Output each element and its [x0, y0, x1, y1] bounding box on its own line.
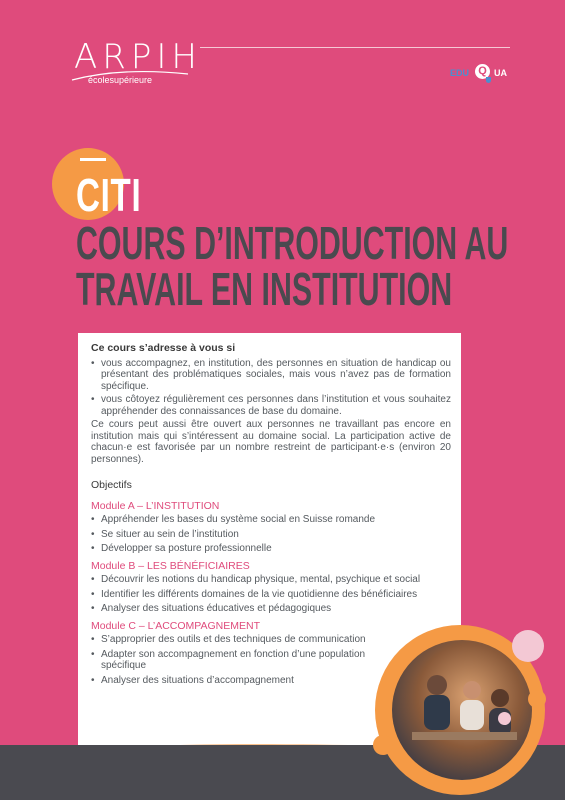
intro-heading: Ce cours s’adresse à vous si: [91, 342, 236, 354]
arpih-logo[interactable]: [70, 38, 200, 88]
eduqua-edu: EDU: [450, 68, 470, 78]
intro-bullet: • vous côtoyez régulièrement ces personnes dans l’institution et vous souhaitez appréhender des connaissances de base du domaine.: [91, 394, 451, 417]
decorative-orange-dot: [528, 690, 546, 708]
decorative-orange-dot: [373, 735, 393, 755]
eduqua-q-tail-icon: [486, 77, 491, 83]
list-item: • Découvrir les notions du handicap physique, mental, psychique et social: [91, 574, 451, 586]
title-line-1: COURS D’INTRODUCTION AU: [76, 217, 509, 269]
decorative-pink-circle: [512, 630, 544, 662]
list-item: • Appréhender les bases du système social en Suisse romande: [91, 514, 451, 526]
title-acronym: CITI: [76, 169, 142, 221]
list-item: • Analyser des situations éducatives et pédagogiques: [91, 603, 451, 615]
list-item: • Développer sa posture professionnelle: [91, 543, 451, 555]
people-illustration-icon: [392, 640, 532, 780]
list-item: • Identifier les différents domaines de la vie quotidienne des bénéficiaires: [91, 589, 451, 601]
intro-bullet-list: [91, 358, 451, 418]
header-rule: [200, 47, 510, 48]
module-a: [91, 501, 451, 555]
module-b-title: Module B – LES BÉNÉFICIAIRES: [91, 559, 250, 572]
list-item: • S’approprier des outils et des techniques de communication: [91, 634, 381, 646]
module-a-list: [91, 514, 451, 555]
eduqua-q: Q: [475, 64, 490, 79]
content-body: [91, 343, 451, 692]
module-a-title: Module A – L’INSTITUTION: [91, 499, 220, 512]
module-b-list: [91, 574, 451, 615]
list-item: • Se situer au sein de l’institution: [91, 529, 451, 541]
decorative-dash: [80, 158, 106, 161]
group-photo: [392, 640, 532, 780]
intro-paragraph: Ce cours peut aussi être ouvert aux personnes ne travaillant pas encore en institution mais qui s’intéressent au domaine social. La participation active de chacun·e est favorisée par un nombre restreint de participant·e·s (environ 20 personnes).: [91, 419, 451, 465]
logo-wordmark: ARPIH: [74, 37, 202, 77]
module-b: [91, 561, 451, 615]
module-c-list: [91, 634, 381, 686]
decorative-pink-dot: [498, 712, 511, 725]
objectives-heading: Objectifs: [91, 479, 132, 491]
intro-bullet: • vous accompagnez, en institution, des personnes en situation de handicap ou présentant des problématiques sociales, mais vous n’avez pas de formation spécifique.: [91, 358, 451, 393]
eduqua-ua: UA: [494, 68, 507, 78]
title-line-2: TRAVAIL EN INSTITUTION: [76, 263, 453, 315]
module-c-title: Module C – L’ACCOMPAGNEMENT: [91, 619, 261, 632]
eduqua-badge: [450, 64, 520, 84]
logo-subtitle: écolesupérieure: [88, 75, 153, 85]
list-item: • Analyser des situations d’accompagnement: [91, 675, 381, 687]
list-item: • Adapter son accompagnement en fonction d’une population spécifique: [91, 649, 381, 672]
